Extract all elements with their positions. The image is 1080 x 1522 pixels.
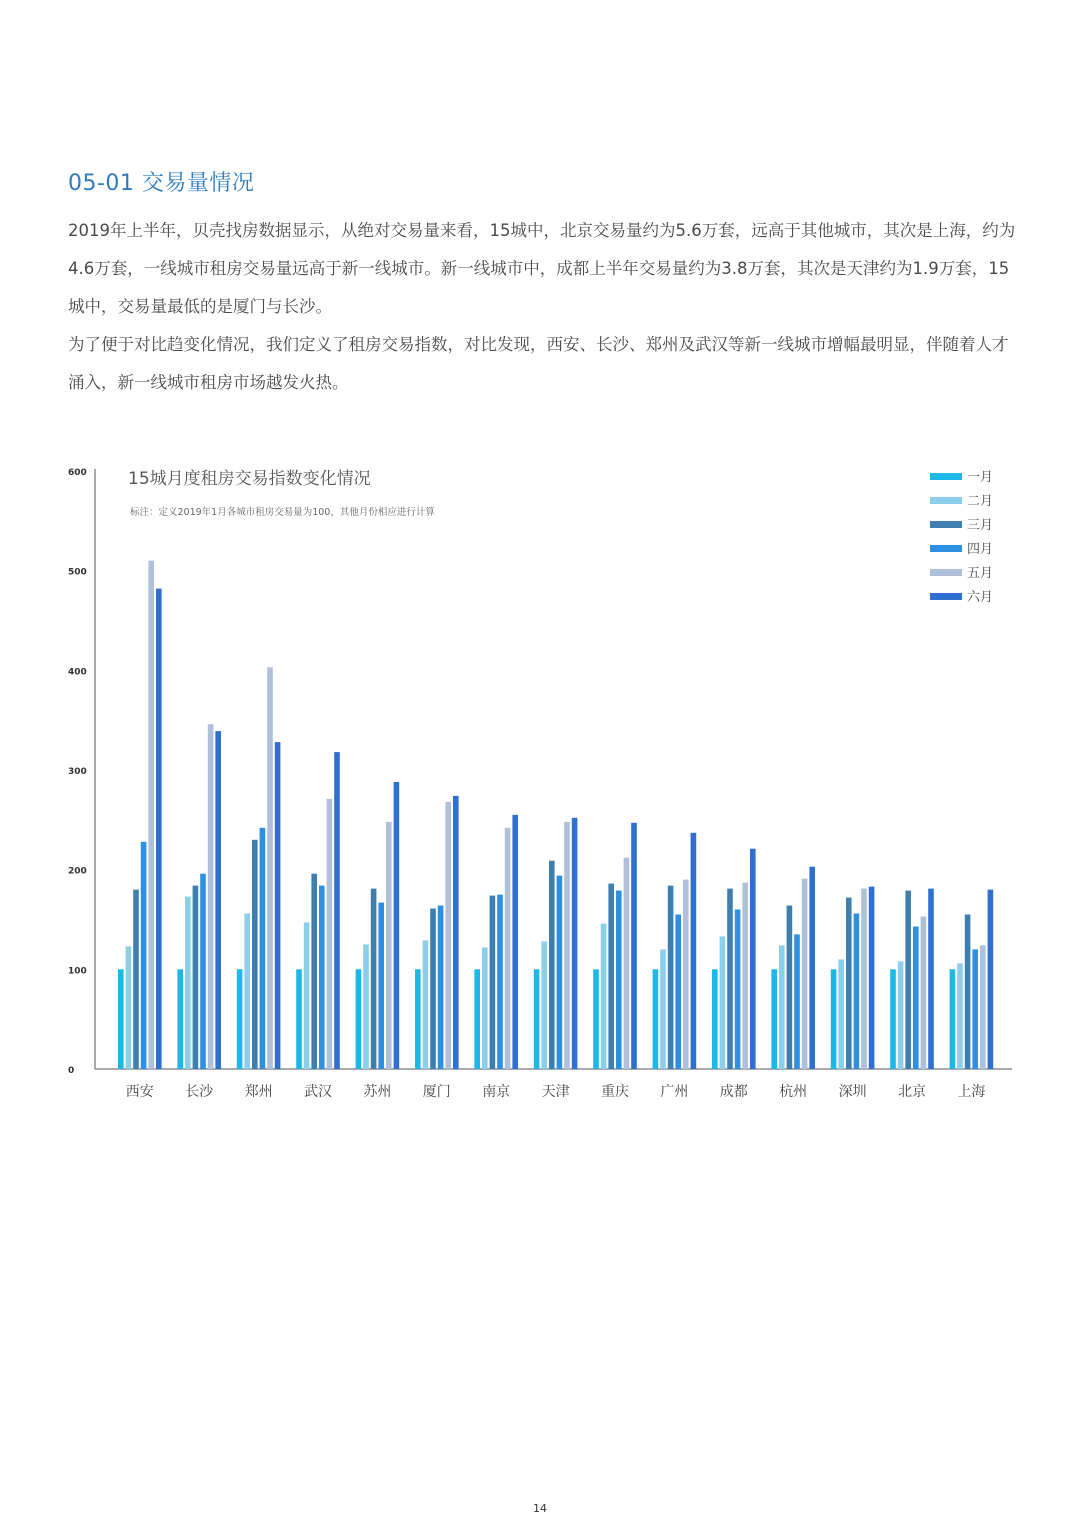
paragraph-index-definition: [68, 326, 1018, 402]
bar-二月-苏州: [363, 944, 369, 1069]
x-tick-label: 北京: [898, 1084, 926, 1100]
bar-一月-重庆: [593, 969, 599, 1069]
bar-一月-郑州: [237, 969, 243, 1069]
bar-四月-北京: [913, 927, 919, 1070]
bar-二月-厦门: [423, 940, 429, 1069]
bar-一月-天津: [534, 969, 540, 1069]
legend-swatch: [930, 545, 962, 552]
bar-二月-上海: [957, 963, 963, 1069]
x-tick-label: 苏州: [363, 1084, 392, 1100]
bar-四月-上海: [972, 949, 978, 1069]
legend-swatch: [930, 569, 962, 576]
bar-五月-重庆: [624, 858, 630, 1069]
bar-一月-北京: [890, 969, 896, 1069]
x-tick-label: 杭州: [779, 1084, 808, 1100]
bar-四月-西安: [141, 842, 147, 1069]
x-tick-label: 成都: [719, 1084, 748, 1100]
bar-六月-西安: [156, 589, 162, 1069]
bar-五月-深圳: [861, 889, 867, 1069]
chart-bars: [118, 561, 993, 1069]
y-tick-label: 500: [68, 567, 87, 578]
bar-四月-武汉: [319, 886, 325, 1069]
bar-二月-深圳: [838, 959, 844, 1069]
bar-一月-广州: [653, 969, 659, 1069]
bar-五月-成都: [742, 883, 748, 1069]
legend-label: 六月: [967, 590, 994, 605]
bar-四月-杭州: [794, 934, 800, 1069]
bar-六月-南京: [512, 815, 518, 1069]
x-tick-label: 郑州: [244, 1084, 273, 1100]
bar-五月-西安: [148, 561, 154, 1069]
bar-二月-西安: [126, 946, 132, 1069]
rental-index-bar-chart: [0, 455, 1080, 1115]
x-tick-label: 重庆: [601, 1084, 629, 1100]
bar-三月-厦门: [430, 909, 436, 1070]
chart-note: 标注：定义2019年1月各城市租房交易量为100，其他月份相应进行计算: [130, 507, 435, 518]
bar-五月-天津: [564, 822, 570, 1069]
bar-二月-杭州: [779, 945, 785, 1069]
bar-四月-长沙: [200, 874, 206, 1069]
bar-一月-南京: [474, 969, 480, 1069]
bar-四月-厦门: [438, 906, 444, 1070]
bar-五月-南京: [505, 828, 511, 1069]
legend-label: 一月: [967, 470, 994, 485]
bar-二月-重庆: [601, 924, 607, 1070]
legend-swatch: [930, 497, 962, 504]
bar-六月-重庆: [631, 823, 637, 1069]
x-tick-label: 深圳: [838, 1084, 867, 1100]
bar-四月-苏州: [378, 903, 384, 1069]
bar-二月-武汉: [304, 923, 310, 1070]
x-tick-label: 广州: [660, 1084, 689, 1100]
bar-三月-郑州: [252, 840, 258, 1069]
bar-四月-广州: [675, 915, 681, 1070]
bar-五月-武汉: [327, 799, 333, 1069]
bar-六月-厦门: [453, 796, 459, 1069]
bar-三月-北京: [905, 891, 911, 1069]
bar-六月-深圳: [869, 887, 875, 1069]
bar-四月-南京: [497, 895, 503, 1069]
bar-三月-广州: [668, 886, 674, 1069]
bar-三月-南京: [490, 896, 496, 1069]
bar-一月-成都: [712, 969, 718, 1069]
legend-swatch: [930, 521, 962, 528]
bar-三月-武汉: [311, 874, 317, 1069]
bar-一月-西安: [118, 969, 124, 1069]
paragraph-text: 为了便于对比趋变化情况，我们定义了租房交易指数，对比发现，西安、长沙、郑州及武汉等新一线城市增幅最明显，伴随着人才涌入，新一线城市租房市场越发火热。: [68, 335, 1009, 392]
bar-二月-南京: [482, 947, 488, 1069]
bar-二月-北京: [898, 961, 904, 1069]
bar-三月-杭州: [787, 906, 793, 1070]
x-tick-label: 武汉: [304, 1084, 332, 1100]
bar-三月-深圳: [846, 898, 852, 1069]
bar-四月-天津: [557, 876, 563, 1069]
bar-二月-郑州: [244, 914, 250, 1070]
chart-title: 15城月度租房交易指数变化情况: [128, 469, 371, 489]
bar-六月-上海: [988, 890, 994, 1069]
legend-label: 二月: [967, 494, 994, 509]
chart-legend: [930, 470, 993, 605]
bar-五月-广州: [683, 880, 689, 1069]
y-tick-labels: [68, 468, 87, 1076]
x-tick-label: 西安: [125, 1084, 154, 1100]
y-tick-label: 200: [68, 866, 87, 877]
x-tick-labels: [126, 1083, 986, 1100]
y-tick-label: 400: [68, 667, 87, 678]
bar-一月-长沙: [177, 969, 183, 1069]
bar-四月-深圳: [854, 914, 860, 1070]
bar-三月-成都: [727, 889, 733, 1069]
bar-四月-郑州: [260, 828, 266, 1069]
legend-swatch: [930, 473, 962, 480]
x-tick-label: 上海: [957, 1084, 986, 1100]
legend-swatch: [930, 593, 962, 600]
bar-一月-苏州: [356, 969, 362, 1069]
bar-一月-杭州: [771, 969, 777, 1069]
bar-五月-郑州: [267, 667, 273, 1069]
bar-三月-西安: [133, 890, 139, 1069]
bar-二月-成都: [720, 936, 726, 1069]
page-number: 14: [533, 1502, 547, 1515]
x-tick-label: 厦门: [422, 1084, 451, 1100]
bar-六月-天津: [572, 818, 578, 1069]
bar-六月-广州: [691, 833, 697, 1069]
bar-六月-北京: [928, 889, 934, 1069]
y-tick-label: 0: [68, 1066, 75, 1076]
bar-六月-成都: [750, 849, 756, 1069]
bar-六月-郑州: [275, 742, 281, 1069]
bar-五月-厦门: [445, 802, 451, 1069]
legend-label: 三月: [967, 518, 994, 533]
y-tick-label: 100: [68, 966, 87, 977]
x-tick-label: 长沙: [185, 1084, 214, 1100]
bar-一月-深圳: [831, 969, 837, 1069]
bar-五月-北京: [921, 917, 927, 1070]
bar-三月-长沙: [193, 886, 199, 1069]
bar-六月-杭州: [809, 867, 815, 1069]
bar-三月-上海: [965, 915, 971, 1070]
bar-四月-成都: [735, 910, 741, 1070]
bar-一月-上海: [950, 969, 956, 1069]
bar-三月-天津: [549, 861, 555, 1069]
bar-二月-天津: [541, 941, 547, 1069]
legend-label: 五月: [967, 566, 994, 581]
bar-五月-杭州: [802, 879, 808, 1069]
bar-五月-上海: [980, 945, 986, 1069]
y-tick-label: 600: [68, 468, 87, 478]
y-tick-label: 300: [68, 767, 87, 777]
x-tick-label: 天津: [541, 1084, 570, 1100]
paragraph-text: 2019年上半年，贝壳找房数据显示，从绝对交易量来看，15城中，北京交易量约为5.6万套，远高于其他城市，其次是上海，约为4.6万套，一线城市租房交易量远高于新一线城市。新一线城市中，成都上半年交易量约为3.8万套，其次是天津约为1.9万套，15城中，交易量最低的是厦门与长沙。: [68, 221, 1016, 316]
x-tick-label: 南京: [482, 1084, 511, 1100]
bar-二月-长沙: [185, 897, 191, 1069]
bar-六月-苏州: [394, 782, 400, 1069]
bar-一月-武汉: [296, 969, 302, 1069]
bar-三月-重庆: [608, 884, 614, 1069]
bar-五月-长沙: [208, 724, 214, 1069]
bar-二月-广州: [660, 949, 666, 1069]
bar-六月-武汉: [334, 752, 340, 1069]
bar-五月-苏州: [386, 822, 392, 1069]
bar-三月-苏州: [371, 889, 377, 1069]
bar-六月-长沙: [215, 731, 221, 1069]
legend-label: 四月: [967, 542, 994, 557]
bar-一月-厦门: [415, 969, 421, 1069]
section-title: 05-01 交易量情况: [68, 171, 255, 196]
bar-四月-重庆: [616, 891, 622, 1069]
paragraph-summary: [68, 212, 1018, 326]
